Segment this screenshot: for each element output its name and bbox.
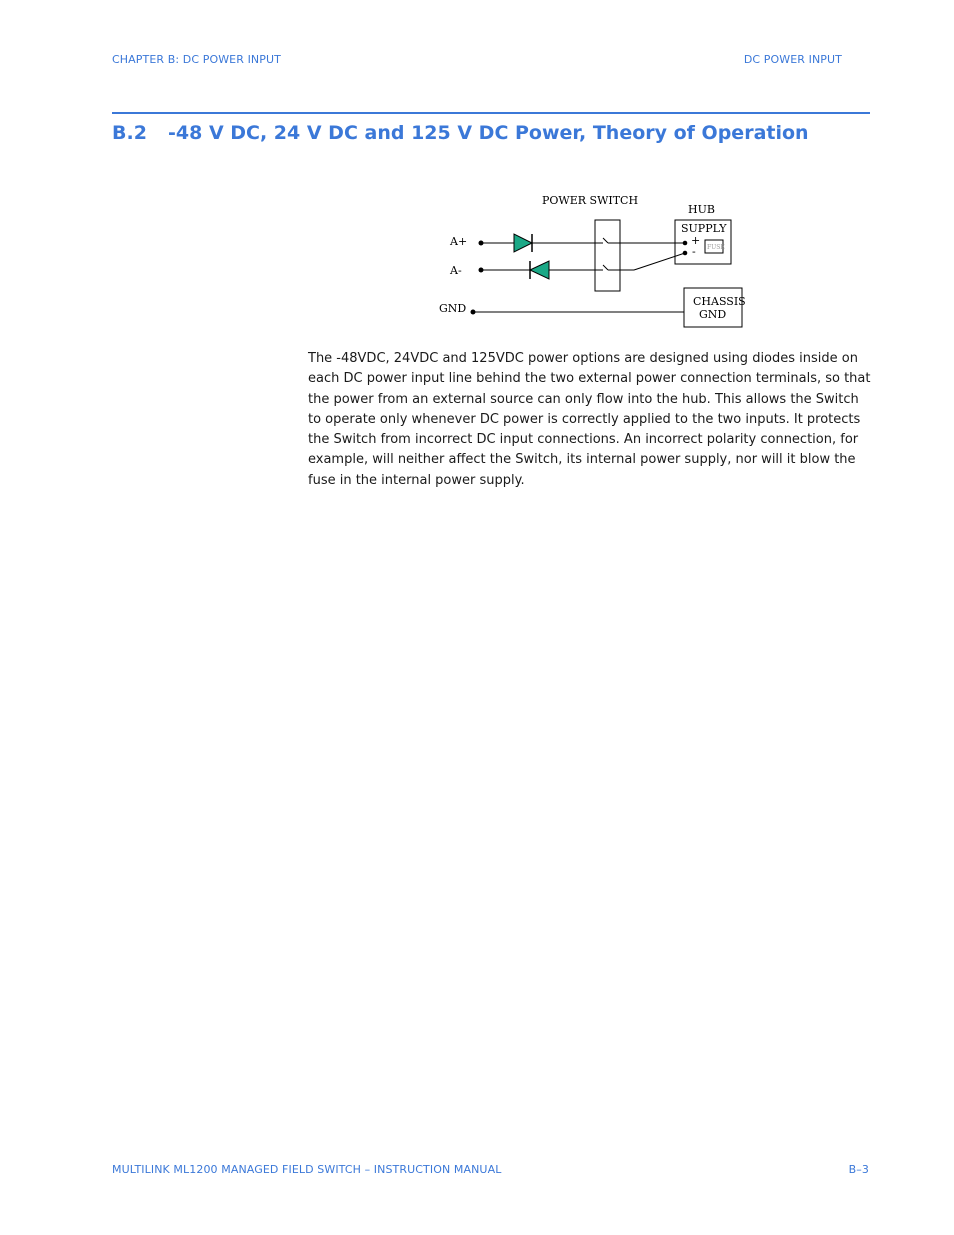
section-number: B.2 xyxy=(112,122,147,144)
section-heading xyxy=(112,122,809,144)
a-plus-label: A+ xyxy=(450,235,468,248)
plus-label: + xyxy=(691,234,701,247)
running-header-chapter: CHAPTER B: DC POWER INPUT xyxy=(112,53,281,66)
section-title: -48 V DC, 24 V DC and 125 V DC Power, Theory of Operation xyxy=(168,122,809,144)
a-minus-label: A- xyxy=(450,264,462,277)
switch-contact-top xyxy=(603,238,608,243)
supply-minus-terminal xyxy=(683,251,688,256)
supply-label: SUPPLY xyxy=(681,222,727,235)
diode-a-minus xyxy=(530,261,549,279)
theory-paragraph: The -48VDC, 24VDC and 125VDC power options are designed using diodes inside on each DC power input line behind the two external power connection terminals, so that the power from an external source can only flow into the hub. This allows the Switch to operate only whenever DC power is correctly applied to the two inputs. It protects the Switch from incorrect DC input connections. An incorrect polarity connection, for example, will neither affect the Switch, its internal power supply, nor will it blow the fuse in the internal power supply. xyxy=(308,351,871,488)
chassis-label: CHASSIS xyxy=(693,295,746,308)
supply-plus-terminal xyxy=(683,241,688,246)
power-circuit-diagram xyxy=(432,190,752,330)
diode-a-plus xyxy=(514,234,532,252)
chassis-gnd-label: GND xyxy=(699,308,727,321)
running-header-section: DC POWER INPUT xyxy=(743,53,842,66)
power-switch-label: POWER SWITCH xyxy=(542,194,639,207)
minus-label: - xyxy=(692,245,696,258)
section-rule xyxy=(112,112,870,114)
page-number: B–3 xyxy=(848,1163,869,1176)
hub-label: HUB xyxy=(688,203,715,216)
gnd-label: GND xyxy=(439,302,467,315)
power-switch-box xyxy=(595,220,620,291)
running-footer-title: MULTILINK ML1200 MANAGED FIELD SWITCH – INSTRUCTION MANUAL xyxy=(112,1163,502,1176)
switch-contact-bottom xyxy=(603,265,608,270)
fuse-label: FUSE xyxy=(707,244,725,251)
